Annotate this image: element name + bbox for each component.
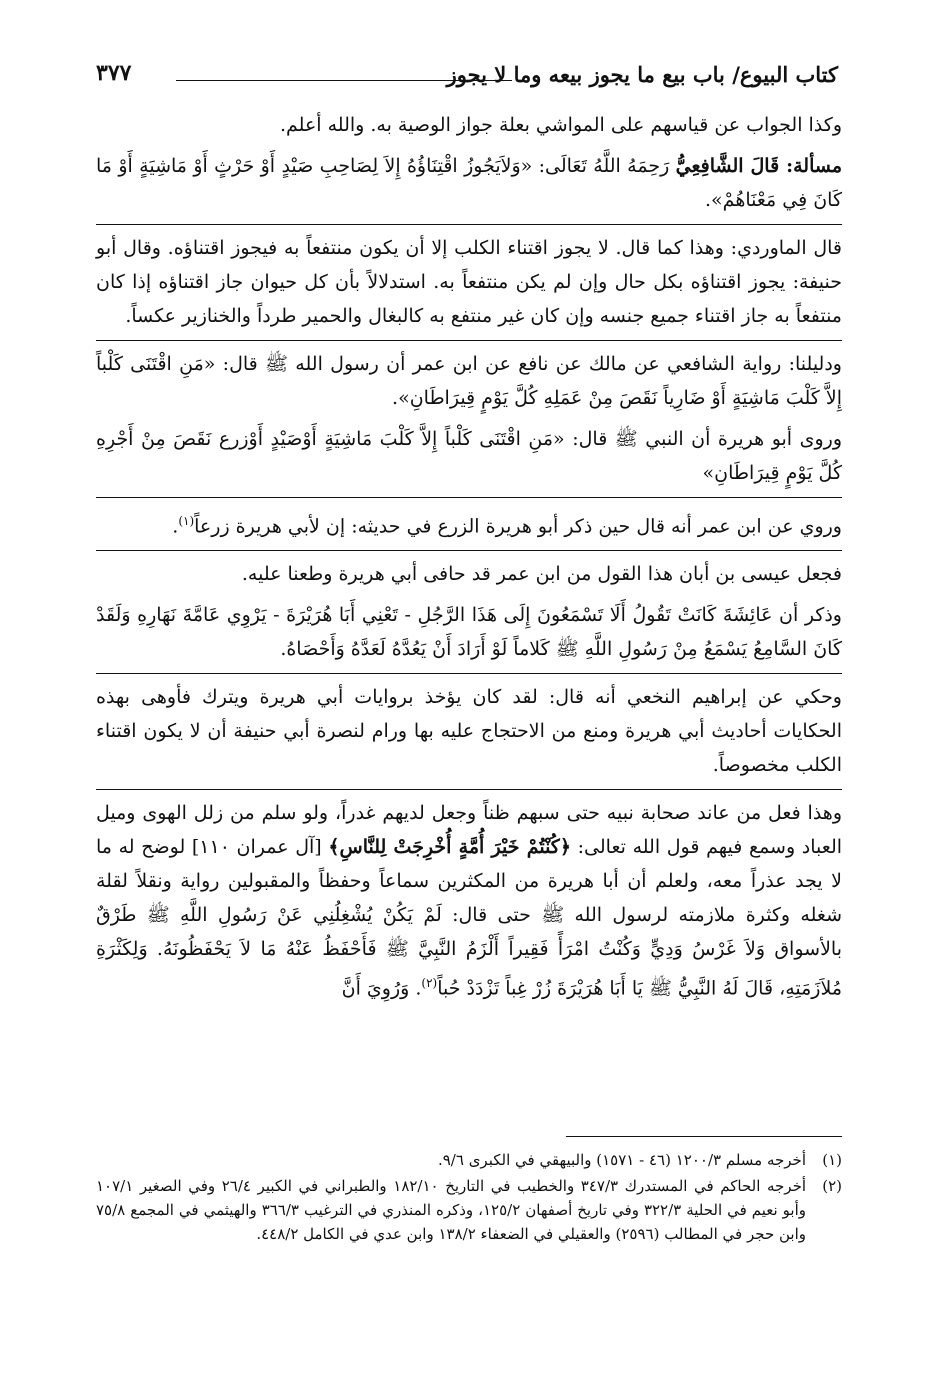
header-rule: [176, 80, 512, 81]
masala-heading: مسألة: قَالَ الشَّافِعِيُّ: [675, 155, 842, 177]
footnote-ref[interactable]: (١): [178, 514, 195, 528]
section-divider: [96, 673, 842, 674]
running-header: [96, 56, 838, 98]
paragraph: [96, 796, 842, 1005]
section-divider: [96, 497, 842, 498]
footnote-text: أخرجه مسلم ١٢٠٠/٣ (٤٦ - ١٥٧١) والبيهقي في الكبرى ٩/٦.: [437, 1151, 806, 1169]
section-divider: [96, 340, 842, 341]
masala-paragraph: [96, 149, 842, 217]
paragraph: ودليلنا: رواية الشافعي عن مالك عن نافع عن ابن عمر أن رسول الله ﷺ قال: «مَنِ اقْتَنَى كَلْباً إِلاَّ كَلْبَ مَاشِيَةٍ أَوْ ضَارِياً نَقَصَ مِنْ عَمَلِهِ كُلَّ يَوْمٍ قِيرَاطَانِ».: [96, 353, 842, 409]
footnote-item: [96, 1174, 842, 1246]
chapter-title: كتاب البيوع/ باب بيع ما يجوز بيعه وما لا يجوز: [446, 62, 838, 87]
paragraph-text: وروي عن ابن عمر أنه قال حين ذكر أبو هريرة الزرع في حديثه: إن لأبي هريرة زرعاً: [194, 515, 842, 538]
paragraph: وروى أبو هريرة أن النبي ﷺ قال: «مَنِ اقْتَنَى كَلْباً إِلاَّ كَلْبَ مَاشِيَةٍ أَوْصَيْدٍ أَوْزرع نَقَصَ مِنْ أَجْرِهِ كُلَّ يَوْمٍ قِيرَاطَانِ»: [96, 428, 842, 484]
section-divider: [96, 550, 842, 551]
paragraph-text: وهذا فعل من عاند صحابة نبيه حتى سبهم ظناً وجعل لديهم غدراً، ولو سلم من زلل الهوى وميل العباد وسمع فيهم قول الله تعالى:: [96, 802, 843, 859]
paragraph: وحكي عن إبراهيم النخعي أنه قال: لقد كان يؤخذ بروايات أبي هريرة ويترك فأوهى بهذه الحكايات أحاديث أبي هريرة ومنع من الاحتجاج عليه بها ورام لنصرة أبي حنيفة أن لا يكون اقتناء الكلب مخصوصاً.: [96, 686, 842, 777]
quran-verse: ﴿كُنْتُمْ خَيْرَ أُمَّةٍ أُخْرِجَتْ لِلنَّاسِ﴾: [328, 836, 571, 859]
page-number: ٣٧٧: [96, 60, 132, 86]
paragraph-end: .: [172, 515, 179, 538]
paragraph-text: . وَرُوِيَ أَنَّ: [341, 977, 422, 1000]
main-text: [96, 108, 842, 1013]
footnote-item: [96, 1148, 842, 1172]
section-divider: [96, 789, 842, 790]
footnote-number: (١): [822, 1151, 842, 1169]
footnote-text: أخرجه الحاكم في المستدرك ٣٤٧/٣ والخطيب في التاريخ ١٨٢/١٠ والطبراني في الكبير ٢٦/٤ وفي الصغير ١٠٧/١ وأبو نعيم في الحلية ٣٢٢/٣ وفي تاريخ أصفهان ١٢٥/٢، وذكره المنذري في الترغيب ٣٦٦/٣ والهيثمي في المجمع ٧٥/٨ وابن حجر في المطالب (٢٥٩٦) والعقيلي في الضعفاء ١٣٨/٢ وابن عدي في الكامل ٤٤٨/٢.: [96, 1177, 807, 1243]
section-divider: [96, 224, 842, 225]
masala-text: رَحِمَهُ اللَّهُ تَعَالَى: «وَلاَيَجُوزُ اقْتِنَاؤُهُ إِلاَ لِصَاحِبِ صَيْدٍ أَوْ حَرْثٍ أَوْ مَاشِيَةٍ أَوْ مَا كَانَ فِي مَعْنَاهُمْ».: [96, 155, 842, 211]
paragraph: قال الماوردي: وهذا كما قال. لا يجوز اقتناء الكلب إلا أن يكون منتفعاً به فيجوز اقتناؤه. وقال أبو حنيفة: يجوز اقتناؤه بكل حال وإن لم يكن منتفعاً به. استدلالاً بأن كل حيوان جاز اقتناؤه إذا كان منتفعاً به جاز اقتناء جميع جنسه وإن كان غير منتفع به كالبغال والحمير طرداً والخنازير عكساً.: [96, 237, 842, 327]
paragraph-text: [آل عمران ١١٠] لوضح له ما لا يجد عذراً معه، ولعلم أن أبا هريرة من المكثرين سماعاً وحفظاً والمقبولين رواية ونقلاً لقلة شغله وكثرة ملازمته لرسول الله ﷺ حتى قال: لَمْ يَكُنْ يُشْغِلُنِي عَنْ رَسُولِ اللَّهِ ﷺ طَرْقٌ بالأسواق وَلاَ غَرْسُ وَدِيٍّ وَكُنْتُ امْرَأً فَقِيراً أَلْزَمُ النَّبِيَّ ﷺ فَأَحْفَظُ عَنْهُ مَا لاَ يَحْفَظُونَهُ. وَلِكَثْرَةِ مُلاَزَمَتِهِ، قَالَ لَهُ النَّبِيُّ ﷺ يَا أَبَا هُرَيْرَةَ زُرْ غِباً تَزْدَدْ حُباً: [96, 836, 842, 1000]
footnotes: [96, 1148, 842, 1248]
footnote-rule: [566, 1136, 842, 1137]
paragraph: وذكر أن عَائِشَةَ كَانَتْ تَقُولُ أَلَا تَسْمَعُونَ إِلَى هَذَا الرَّجُلِ - تَعْنِي أَبَا هُرَيْرَةَ - يَرْوِي عَامَّةَ نَهَارِهِ وَلَقَدْ كَانَ السَّامِعُ يَسْمَعُ مِنْ رَسُولِ اللَّهِ ﷺ كَلاماً لَوْ أَرَادَ أَنْ يَعُدَّهُ لَعَدَّهُ وَأَحْصَاهُ.: [96, 604, 842, 661]
paragraph: وكذا الجواب عن قياسهم على المواشي بعلة جواز الوصية به. والله أعلم.: [279, 114, 842, 136]
paragraph: فجعل عيسى بن أبان هذا القول من ابن عمر قد حافى أبي هريرة وطعنا عليه.: [241, 563, 842, 586]
footnote-number: (٢): [822, 1177, 843, 1195]
footnote-ref[interactable]: (٢): [421, 976, 438, 991]
paragraph: [96, 504, 842, 543]
